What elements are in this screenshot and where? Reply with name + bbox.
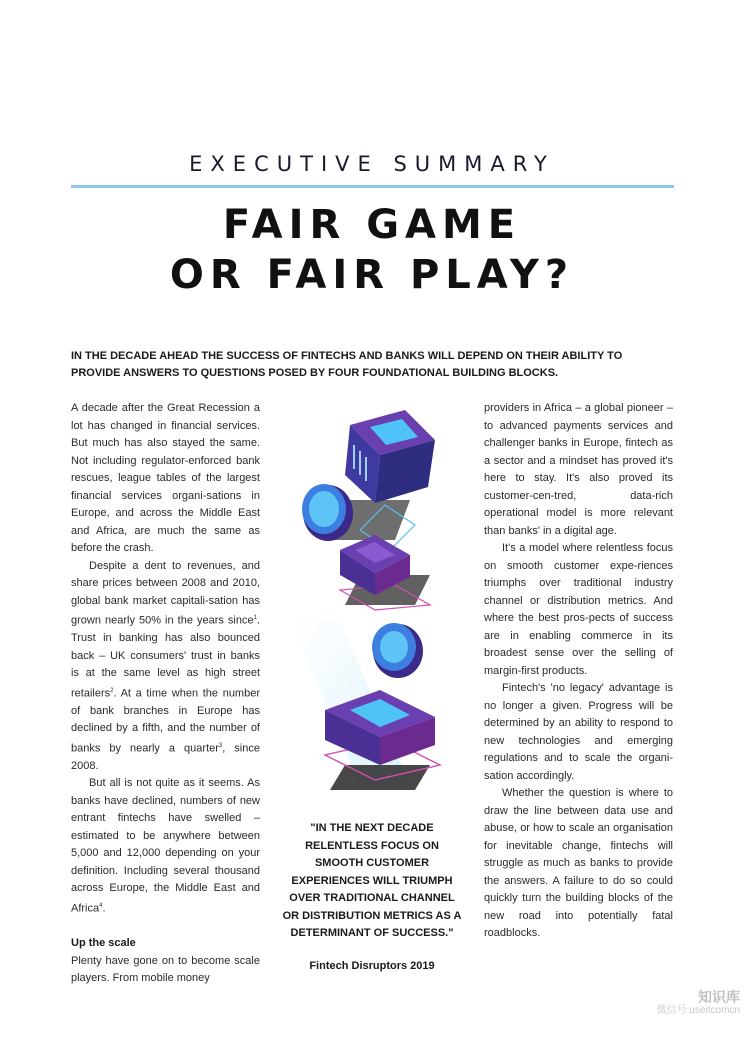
left-paragraph-4: Plenty have gone on to become scale players. From mobile money <box>71 954 260 985</box>
watermark-id: 微信号:useitcomcn <box>656 1005 740 1016</box>
right-paragraph-3: Fintech's 'no legacy' advantage is no longer a given. Progress will be determined by an ability to respond to new technologies and emerging regulations and to scale the organi-sation accordingly. <box>484 682 673 782</box>
right-column <box>484 400 673 943</box>
footnote-ref-4: 4 <box>99 902 103 909</box>
pull-quote: "IN THE NEXT DECADE RELENTLESS FOCUS ON SMOOTH CUSTOMER EXPERIENCES WILL TRIUMPH OVER TRADITIONAL CHANNEL OR DISTRIBUTION METRICS AS A DETERMINANT OF SUCCESS." <box>282 822 462 939</box>
left-column <box>71 400 260 988</box>
left-p3-text-a: But all is not quite as it seems. As banks have declined, numbers of new entrant fintechs have swelled – estimated to be anywhere between 5,000 and 12,000 depending on your definition. Including several thousand across Europe, the Middle East and Africa <box>71 777 260 915</box>
left-p2-text-d: , since 2008. <box>71 742 260 772</box>
shadow-bottom <box>330 765 430 790</box>
left-p3-text-b: . <box>102 902 106 915</box>
intro-paragraph: IN THE DECADE AHEAD THE SUCCESS OF FINTECHS AND BANKS WILL DEPEND ON THEIR ABILITY TO PROVIDE ANSWERS TO QUESTIONS POSED BY FOUR FOUNDATIONAL BUILDING BLOCKS. <box>71 350 623 379</box>
section-kicker: EXECUTIVE SUMMARY <box>189 152 555 176</box>
footnote-ref-2: 2 <box>110 687 114 694</box>
right-paragraph-4: Whether the question is where to draw the line between data use and abuse, or how to scale an organisation for inevitable change, fintechs will struggle as much as banks to provide the answers. A failure to do so could quickly turn the building blocks of the new road into potentially fatal roadblocks. <box>484 787 673 939</box>
coin-middle <box>372 623 423 678</box>
title-line-2: OR FAIR PLAY? <box>169 252 575 298</box>
top-cube <box>345 410 435 503</box>
watermark <box>630 990 740 1018</box>
watermark-logo: 知识库 <box>698 989 740 1005</box>
pull-quote-source: Fintech Disruptors 2019 <box>309 960 435 972</box>
left-paragraph-2 <box>71 558 260 776</box>
coin-top <box>302 484 353 541</box>
left-p2-text-a: Despite a dent to revenues, and share prices between 2008 and 2010, global bank market capitali-sation has grown nearly 50% in the years since <box>71 559 260 627</box>
right-paragraph-2: It's a model where relentless focus on smooth customer expe-riences triumphs over traditional industry channel or distribution metrics. And where the best pros-pects of success are in enabling commerce in its broadest sense over the selling of margin-first products. <box>484 542 673 677</box>
left-p2-text-b: . Trust in banking has also bounced back – UK consumers' trust in banks is at the same level as high street retailers <box>71 614 260 700</box>
left-paragraph-3 <box>71 775 260 918</box>
left-paragraph-1: A decade after the Great Recession a lot has changed in financial services. But much has also stayed the same. Not including regulator-enforced bank rescues, league tables of the largest financial services organi-sations in Europe, and across the Middle East and Africa, are much the same as before the crash. <box>71 402 260 554</box>
header-divider <box>71 185 674 188</box>
footnote-ref-1: 1 <box>253 615 257 621</box>
subheading-up-the-scale: Up the scale <box>71 937 136 950</box>
building-blocks-illustration <box>280 405 465 795</box>
right-paragraph-1: providers in Africa – a global pioneer – to advanced payments services and challenger banks in Europe, fintech as a sector and a mindset has proved it's here to stay. It's also proved its customer-cen-tred, data-rich operational model is more relevant than banks' in a digital age. <box>484 402 673 537</box>
left-p2-text-c: . At a time when the number of bank branches in Europe has declined by a fifth, and the number of banks by nearly a quarter <box>71 687 260 755</box>
title-line-1: FAIR GAME <box>222 202 522 248</box>
page-title <box>0 200 744 300</box>
footnote-ref-3: 3 <box>218 742 223 749</box>
